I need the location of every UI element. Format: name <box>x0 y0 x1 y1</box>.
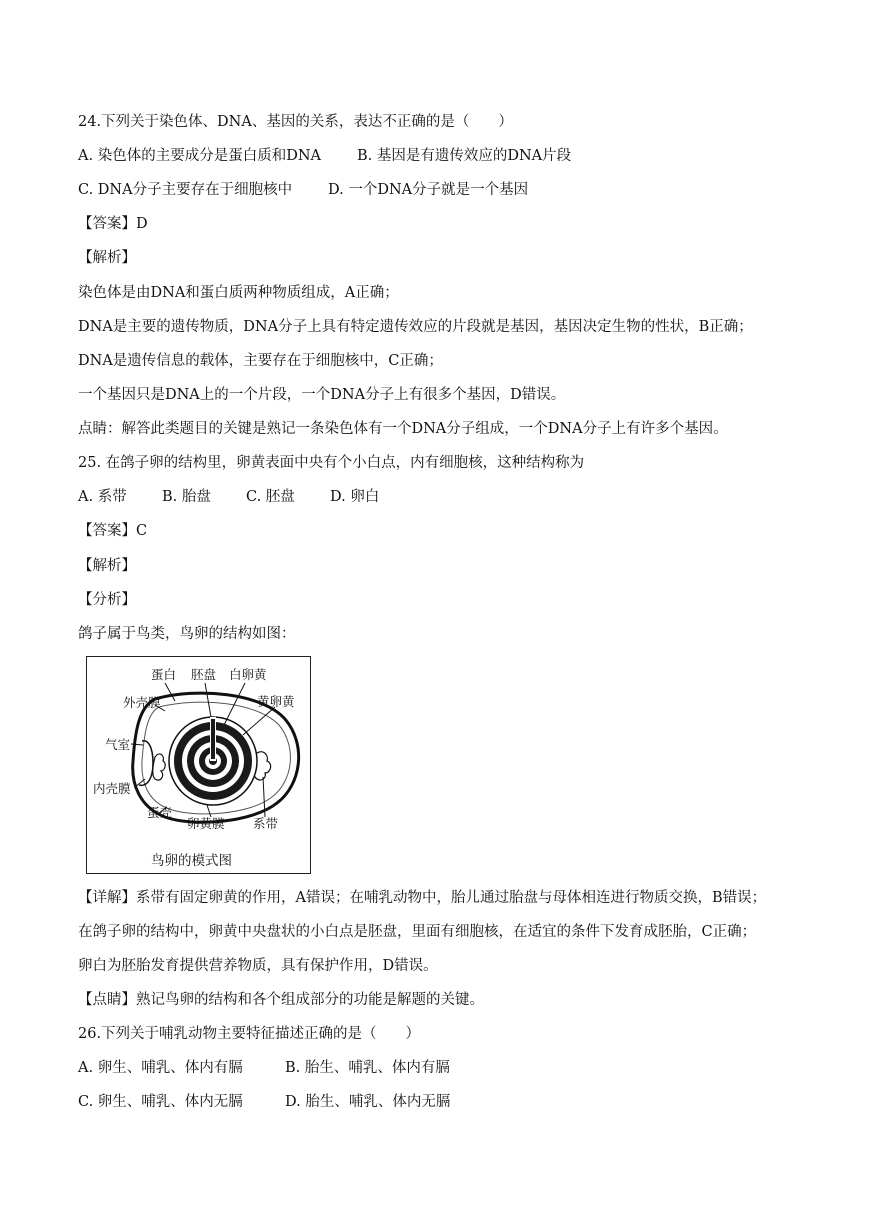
q26-option-c: C. 卵生、哺乳、体内无膈 <box>78 1094 243 1110</box>
label-danke: 蛋壳 <box>147 805 173 820</box>
q25-option-b: B. 胎盘 <box>162 489 211 505</box>
label-danbai: 蛋白 <box>151 667 177 682</box>
q24-option-b: B. 基因是有遗传效应的DNA片段 <box>357 148 572 164</box>
q25-detail-line: 卵白为胚胎发育提供营养物质，具有保护作用，D错误。 <box>78 958 438 974</box>
q24-option-a: A. 染色体的主要成分是蛋白质和DNA <box>78 148 321 164</box>
label-qishi: 气室 <box>105 737 131 752</box>
q24-analysis-line: 染色体是由DNA和蛋白质两种物质组成，A正确； <box>78 285 399 301</box>
q26-options-row1 <box>78 1058 450 1078</box>
q25-tip: 【点睛】熟记鸟卵的结构和各个组成部分的功能是解题的关键。 <box>78 992 484 1008</box>
q24-analysis-line: DNA是遗传信息的载体，主要存在于细胞核中，C正确； <box>78 353 443 369</box>
q25-options <box>78 487 380 507</box>
q24-option-d: D. 一个DNA分子就是一个基因 <box>328 182 529 198</box>
q25-analysis-title: 【解析】 <box>78 558 136 574</box>
q25-option-c: C. 胚盘 <box>246 489 295 505</box>
label-waikemo: 外壳膜 <box>123 695 161 710</box>
q25-answer: 【答案】C <box>78 523 148 539</box>
q25-fenxi: 【分析】 <box>78 592 136 608</box>
q24-analysis-line: DNA是主要的遗传物质，DNA分子上具有特定遗传效应的片段就是基因，基因决定生物的性状，B正确； <box>78 319 753 335</box>
q26-options-row2 <box>78 1092 451 1112</box>
q25-stem: 25. 在鸽子卵的结构里，卵黄表面中央有个小白点，内有细胞核，这种结构称为 <box>78 455 585 471</box>
label-neikemo: 内壳膜 <box>93 781 131 796</box>
q24-options-row2 <box>78 180 529 200</box>
q26-option-a: A. 卵生、哺乳、体内有膈 <box>78 1060 243 1076</box>
label-bailuanhuang: 白卵黄 <box>229 667 267 682</box>
q24-analysis-title: 【解析】 <box>78 250 136 266</box>
label-luanhuangmo: 卵黄膜 <box>187 816 225 831</box>
q24-analysis-line: 一个基因只是DNA上的一个片段，一个DNA分子上有很多个基因，D错误。 <box>78 387 566 403</box>
q24-tip: 点睛：解答此类题目的关键是熟记一条染色体有一个DNA分子组成，一个DNA分子上有许多个基因。 <box>78 421 728 437</box>
q26-option-b: B. 胎生、哺乳、体内有膈 <box>285 1060 450 1076</box>
label-huangluanhuang: 黄卵黄 <box>257 694 295 709</box>
q25-intro: 鸽子属于鸟类，鸟卵的结构如图： <box>78 626 296 642</box>
q24-stem: 24.下列关于染色体、DNA、基因的关系，表达不正确的是（ ） <box>78 114 513 130</box>
q24-answer: 【答案】D <box>78 216 148 232</box>
q25-detail-line: 【详解】系带有固定卵黄的作用，A错误；在哺乳动物中，胎儿通过胎盘与母体相连进行物质交换，B错误； <box>78 890 767 906</box>
q26-option-d: D. 胎生、哺乳、体内无膈 <box>285 1094 451 1110</box>
q25-detail-line: 在鸽子卵的结构中，卵黄中央盘状的小白点是胚盘，里面有细胞核，在适宜的条件下发育成胚胎，C正确； <box>78 924 757 940</box>
q26-stem: 26.下列关于哺乳动物主要特征描述正确的是（ ） <box>78 1026 421 1042</box>
label-xidai: 系带 <box>253 816 279 831</box>
figure-caption: 鸟卵的模式图 <box>151 853 232 869</box>
label-peipan: 胚盘 <box>191 667 217 682</box>
q25-option-d: D. 卵白 <box>330 489 380 505</box>
q24-options-row1 <box>78 146 572 166</box>
q25-option-a: A. 系带 <box>78 489 127 505</box>
bird-egg-diagram <box>86 656 311 874</box>
q24-option-c: C. DNA分子主要存在于细胞核中 <box>78 182 293 198</box>
